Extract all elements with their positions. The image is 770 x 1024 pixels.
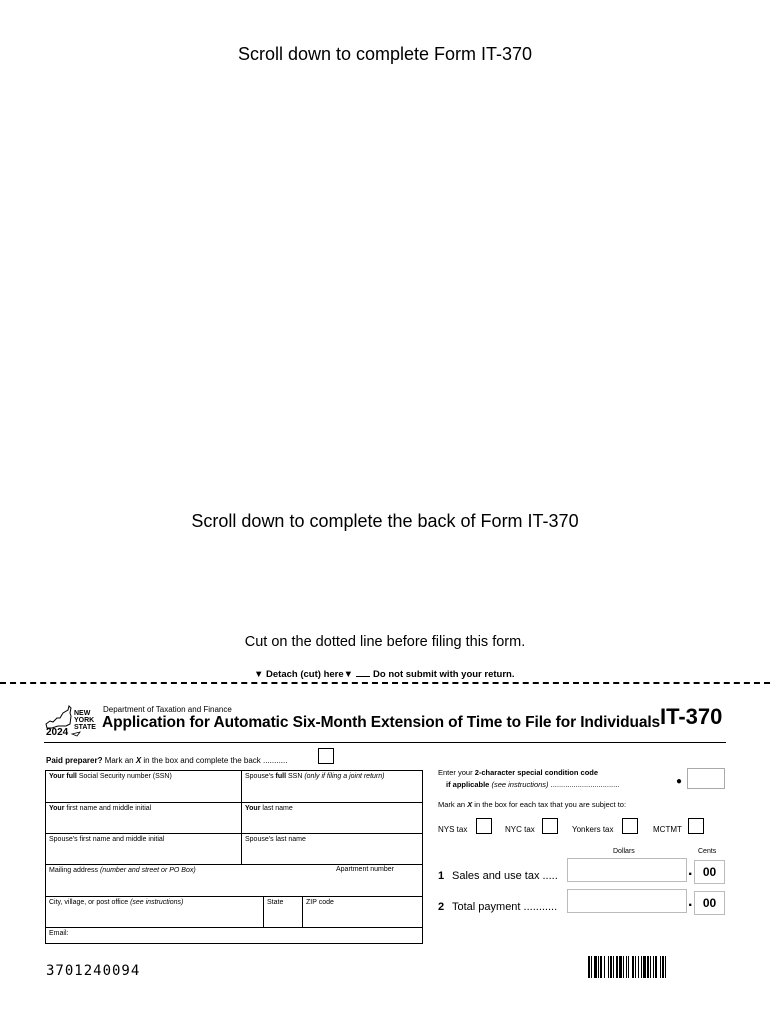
spouse-first-name-field[interactable]: Spouse's first name and middle initial	[45, 833, 242, 865]
nyc-tax-checkbox[interactable]	[542, 818, 558, 834]
tax-selection-instruction: Mark an X in the box for each tax that you are subject to:	[438, 800, 627, 809]
do-not-submit-label: Do not submit with your return.	[373, 669, 515, 680]
form-code: IT-370	[660, 704, 723, 729]
yonkers-tax-checkbox[interactable]	[622, 818, 638, 834]
cut-instruction: Cut on the dotted line before filing this form.	[244, 634, 526, 650]
spouse-last-name-field[interactable]: Spouse's last name	[241, 833, 423, 865]
sales-use-tax-dollars-input[interactable]	[567, 858, 687, 882]
detach-row	[250, 669, 519, 680]
bullet-icon: ●	[676, 776, 683, 787]
logo-state: STATE	[74, 724, 96, 731]
logo-new: NEW	[74, 710, 91, 717]
mctmt-label: MCTMT	[653, 825, 682, 834]
scroll-note-front: Scroll down to complete Form IT-370	[237, 44, 533, 64]
line-1-decimal: .	[688, 862, 693, 879]
zip-code-field[interactable]: ZIP code	[302, 896, 423, 928]
form-year: 2024	[46, 727, 69, 738]
total-payment-cents-input[interactable]: 00	[694, 891, 725, 915]
detach-dashed-line	[0, 682, 770, 684]
special-condition-label: Enter your 2-character special condition code	[438, 768, 599, 777]
spouse-ssn-field[interactable]: Spouse's full SSN (only if filing a joint return)	[241, 770, 423, 803]
detach-label: ▼ Detach (cut) here▼	[254, 669, 354, 680]
last-name-field[interactable]: Your last name	[241, 802, 423, 834]
special-condition-sublabel: if applicable (see instructions) .................................	[446, 780, 620, 789]
nys-tax-checkbox[interactable]	[476, 818, 492, 834]
yonkers-tax-label: Yonkers tax	[572, 825, 614, 834]
logo-york: YORK	[74, 717, 95, 724]
email-field[interactable]: Email:	[45, 927, 423, 944]
cents-header: Cents	[698, 848, 717, 855]
line-1-label: Sales and use tax .....	[452, 870, 558, 882]
first-name-field[interactable]: Your first name and middle initial	[45, 802, 242, 834]
mctmt-checkbox[interactable]	[688, 818, 704, 834]
special-condition-code-input[interactable]	[687, 768, 725, 789]
nys-tax-label: NYS tax	[438, 825, 468, 834]
total-payment-dollars-input[interactable]	[567, 889, 687, 913]
form-title: Application for Automatic Six-Month Extension of Time to File for Individuals	[102, 714, 661, 731]
scan-code-number: 3701240094	[46, 963, 141, 979]
apartment-number-label: Apartment number	[336, 866, 394, 873]
department-name: Department of Taxation and Finance	[103, 705, 232, 714]
city-field[interactable]: City, village, or post office (see instructions)	[45, 896, 264, 928]
line-2-number: 2	[438, 901, 445, 913]
line-2-label: Total payment ...........	[452, 901, 558, 913]
state-field[interactable]: State	[263, 896, 303, 928]
dollars-header: Dollars	[613, 848, 635, 855]
barcode-image	[588, 956, 716, 978]
nyc-tax-label: NYC tax	[505, 825, 535, 834]
line-2-decimal: .	[688, 893, 693, 910]
paid-preparer-label: Paid preparer? Mark an X in the box and complete the back ...........	[46, 756, 288, 765]
header-rule	[44, 742, 726, 743]
line-1-number: 1	[438, 870, 445, 882]
scroll-note-back: Scroll down to complete the back of Form IT-370	[191, 511, 579, 531]
paid-preparer-checkbox[interactable]	[318, 748, 334, 764]
your-ssn-field[interactable]: Your full Social Security number (SSN)	[45, 770, 242, 803]
mailing-address-field[interactable]: Mailing address (number and street or PO Box)	[45, 864, 423, 897]
sales-use-tax-cents-input[interactable]: 00	[694, 860, 725, 884]
